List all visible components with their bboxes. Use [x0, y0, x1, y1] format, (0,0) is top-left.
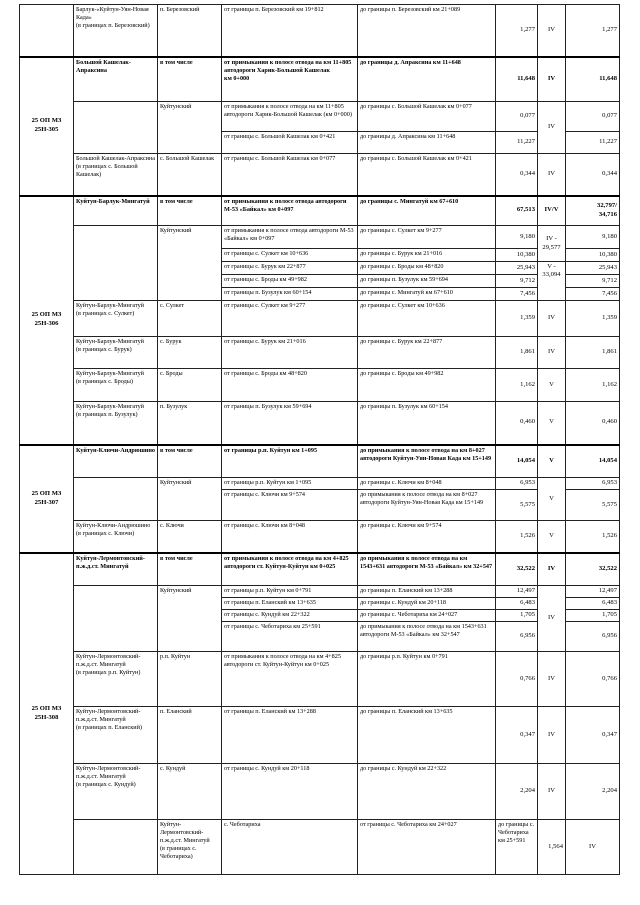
- road-name: Куйтун-Барлук-Мингатуй (в границах п. Бузулук): [74, 402, 158, 445]
- district: в том числе: [158, 196, 222, 226]
- road-name: Барлук-«Куйтун-Уян-Новая Када» (в границах п. Березовский): [74, 5, 158, 57]
- length: 0,460: [496, 402, 538, 445]
- road-category: IV: [538, 652, 566, 707]
- table-row: [20, 337, 620, 369]
- segment-to: до границы с. Сулкет км 9+277: [358, 226, 496, 249]
- length: 1,359: [496, 301, 538, 337]
- road-register-table: [19, 4, 620, 875]
- table-row: [20, 586, 620, 598]
- length: 0,766: [496, 652, 538, 707]
- road-name: Куйтун-Барлук-Мингатуй (в границах с. Бурук): [74, 337, 158, 369]
- total-length: 1,359: [566, 301, 620, 337]
- segment-to: до границы с. Чеботариха км 25+591: [496, 820, 538, 875]
- district: с. Большой Кашелак: [158, 154, 222, 196]
- length: 67,513: [496, 196, 538, 226]
- segment-from: от границы с. Сулкет км 9+277: [222, 301, 358, 337]
- segment-from: от границы с. Ключи км 8+048: [222, 521, 358, 553]
- segment-from: от границы с. Бурук км 21+016: [222, 337, 358, 369]
- district: с. Бурук: [158, 337, 222, 369]
- road-category: IV - 29,577: [538, 226, 566, 262]
- total-length: 14,054: [566, 445, 620, 478]
- segment-to: до границы с. Кундуй км 22+322: [358, 764, 496, 820]
- segment-to: до границы с. Ключи км 8+048: [358, 478, 496, 490]
- total-length: 0,077: [566, 102, 620, 132]
- total-length: 9,180: [566, 226, 620, 249]
- segment-to: до границы с. Сулкет км 10+636: [358, 301, 496, 337]
- table-row: [20, 764, 620, 820]
- table-row: [20, 445, 620, 478]
- length: 6,956: [496, 622, 538, 652]
- road-register-sheet: [19, 4, 619, 875]
- road-name: Куйтун-Ключи-Андрюшино (в границах с. Ключи): [74, 521, 158, 553]
- road-category: V: [538, 445, 566, 478]
- road-name: Куйтун-Барлук-Мингатуй (в границах с. Броды): [74, 369, 158, 402]
- road-category: IV: [538, 301, 566, 337]
- length: 6,483: [496, 598, 538, 610]
- length: 1,705: [496, 610, 538, 622]
- road-name: Куйтун-Барлук-Мингатуй (в границах с. Сулкет): [74, 301, 158, 337]
- total-length: 0,766: [566, 652, 620, 707]
- total-length: 11,227: [566, 132, 620, 154]
- segment-from: от примыкания к полосе отвода на км 11+805 автодороги Харик-Большой Кашелак (км 0+000): [222, 102, 358, 132]
- district: в том числе: [158, 445, 222, 478]
- segment-to: до границы п. Еланский км 13+288: [358, 586, 496, 598]
- district: р.п. Куйтун: [158, 652, 222, 707]
- table-row: [20, 57, 620, 102]
- table-row: [20, 369, 620, 402]
- segment-from: от примыкания к полосе отвода на км 4+825 автодороги ст. Куйтун-Куйтун км 0+025: [222, 553, 358, 586]
- length: 7,456: [496, 288, 538, 301]
- segment-to: до примыкания к полосе отвода на км 8+027 автодороги Куйтун-Уян-Новая Када км 15+149: [358, 490, 496, 521]
- road-name: Куйтун-Лермонтовский-п.ж.д.ст. Мингатуй (в границах р.п. Куйтун): [74, 652, 158, 707]
- segment-from: от границы с. Ключи км 9+574: [222, 490, 358, 521]
- road-category: IV/V: [538, 196, 566, 226]
- total-length: 1,705: [566, 610, 620, 622]
- length: 0,347: [496, 707, 538, 764]
- segment-to: до границы с. Большой Кашелак км 0+077: [358, 102, 496, 132]
- length: 0,077: [496, 102, 538, 132]
- district: с. Сулкет: [158, 301, 222, 337]
- total-length: 1,861: [566, 337, 620, 369]
- length: 6,953: [496, 478, 538, 490]
- length: 9,712: [496, 275, 538, 288]
- segment-from: от границы п. Еланский км 13+635: [222, 598, 358, 610]
- segment-from: от границы п. Бузулук км 60+154: [222, 288, 358, 301]
- segment-to: до границы с. Большой Кашелак км 0+421: [358, 154, 496, 196]
- segment-from: от границы с. Сулкет км 10+636: [222, 249, 358, 262]
- road-name: Куйтун-Барлук-Мингатуй: [74, 196, 158, 226]
- length: 1,162: [496, 369, 538, 402]
- segment-to: до границы с. Бурук км 21+016: [358, 249, 496, 262]
- district: п. Березовский: [158, 5, 222, 57]
- length: 5,575: [496, 490, 538, 521]
- segment-from: от границы с. Чеботариха км 25+591: [222, 622, 358, 652]
- segment-to: до примыкания к полосе отвода на км 1543+631 автодороги М-53 «Байкал» км 32+547: [358, 553, 496, 586]
- road-category: IV: [566, 820, 620, 875]
- length: 25,943: [496, 262, 538, 275]
- segment-from: от границы п. Еланский км 13+288: [222, 707, 358, 764]
- table-row: [20, 402, 620, 445]
- road-category: V: [538, 478, 566, 521]
- road-category: IV: [538, 553, 566, 586]
- segment-from: от границы с. Броды км 48+820: [222, 369, 358, 402]
- road-code: 25 ОП МЗ 25Н-307: [20, 445, 74, 553]
- table-row: [20, 652, 620, 707]
- total-length: 32,797/ 34,716: [566, 196, 620, 226]
- length: 1,564: [538, 820, 566, 875]
- segment-from: от примыкания к полосе отвода на км 11+805 автодороги Харик-Большой Кашелак км 0+000: [222, 57, 358, 102]
- segment-from: от границы р.п. Куйтун км 1+095: [222, 478, 358, 490]
- segment-to: до границы с. Чеботариха км 24+027: [358, 610, 496, 622]
- table-row: [20, 820, 620, 875]
- total-length: 25,943: [566, 262, 620, 275]
- table-row: [20, 301, 620, 337]
- total-length: 6,953: [566, 478, 620, 490]
- total-length: 1,526: [566, 521, 620, 553]
- table-row: [20, 553, 620, 586]
- total-length: 0,344: [566, 154, 620, 196]
- total-length: 1,162: [566, 369, 620, 402]
- segment-to: до границы с. Броды км 49+982: [358, 369, 496, 402]
- district: с. Ключи: [158, 521, 222, 553]
- district: п. Бузулук: [158, 402, 222, 445]
- segment-to: до границы с. Ключи км 9+574: [358, 521, 496, 553]
- segment-from: от границы с. Бурук км 22+877: [222, 262, 358, 275]
- road-name: Большой Кашелак-Апраксина (в границах с. Большой Кашелак): [74, 154, 158, 196]
- road-category: IV: [538, 707, 566, 764]
- district: с. Чеботариха: [222, 820, 358, 875]
- road-category: IV: [538, 586, 566, 652]
- road-name: Большой Кашелак-Апраксина: [74, 57, 158, 102]
- road-category: IV: [538, 57, 566, 102]
- length: 9,180: [496, 226, 538, 249]
- table-row: [20, 102, 620, 132]
- segment-from: от примыкания к полосе отвода на км 4+825 автодороги ст. Куйтун-Куйтун км 0+025: [222, 652, 358, 707]
- segment-to: до границы с. Бурук км 22+877: [358, 337, 496, 369]
- road-category: IV: [538, 154, 566, 196]
- length: 1,861: [496, 337, 538, 369]
- segment-to: до границы п. Еланский км 13+635: [358, 707, 496, 764]
- segment-to: до границы с. Мингатуй км 67+610: [358, 196, 496, 226]
- road-name: Куйтун-Ключи-Андрюшино: [74, 445, 158, 478]
- length: 0,344: [496, 154, 538, 196]
- total-length: 10,380: [566, 249, 620, 262]
- road-category: IV: [538, 102, 566, 154]
- district: Куйтунский: [158, 586, 222, 652]
- segment-to: до примыкания к полосе отвода на км 8+027 автодороги Куйтун-Уян-Новая Када км 15+149: [358, 445, 496, 478]
- district: с. Кундуй: [158, 764, 222, 820]
- length: 1,526: [496, 521, 538, 553]
- table-row: [20, 521, 620, 553]
- length: 10,380: [496, 249, 538, 262]
- total-length: 12,497: [566, 586, 620, 598]
- segment-from: от границы р.п. Куйтун км 1+095: [222, 445, 358, 478]
- segment-to: до примыкания к полосе отвода на км 1543+631 автодороги М-53 «Байкал» км 32+547: [358, 622, 496, 652]
- segment-to: до границы д. Апраксина км 11+648: [358, 132, 496, 154]
- segment-from: от границы с. Кундуй км 22+322: [222, 610, 358, 622]
- district: Куйтунский: [158, 478, 222, 521]
- district: Куйтунский: [158, 226, 222, 301]
- table-row: [20, 478, 620, 490]
- length: 12,497: [496, 586, 538, 598]
- segment-to: до границы р.п. Куйтун км 0+791: [358, 652, 496, 707]
- road-category: V: [538, 402, 566, 445]
- total-length: 32,522: [566, 553, 620, 586]
- district: Куйтунский: [158, 102, 222, 154]
- segment-from: от границы с. Большой Кашелак км 0+421: [222, 132, 358, 154]
- total-length: 9,712: [566, 275, 620, 288]
- table-row: [20, 154, 620, 196]
- length: 1,277: [496, 5, 538, 57]
- segment-to: до границы д. Апраксина км 11+648: [358, 57, 496, 102]
- segment-from: от границы с. Броды км 49+982: [222, 275, 358, 288]
- district: в том числе: [158, 553, 222, 586]
- road-code: 25 ОП МЗ 25Н-308: [20, 553, 74, 875]
- length: 11,227: [496, 132, 538, 154]
- road-name: Куйтун-Лермонтовский-п.ж.д.ст. Мингатуй (в границах с. Кундуй): [74, 764, 158, 820]
- table-row: [20, 5, 620, 57]
- table-row: [20, 707, 620, 764]
- segment-from: от границы с. Большой Кашелак км 0+077: [222, 154, 358, 196]
- segment-to: до границы п. Бузулук км 59+694: [358, 275, 496, 288]
- segment-from: от границы р.п. Куйтун км 0+791: [222, 586, 358, 598]
- road-category: V: [538, 521, 566, 553]
- district: в том числе: [158, 57, 222, 102]
- segment-from: от примыкания к полосе отвода автодороги М-53 «Байкал» км 0+097: [222, 196, 358, 226]
- segment-to: до границы с. Кундуй км 20+118: [358, 598, 496, 610]
- length: 11,648: [496, 57, 538, 102]
- total-length: 6,956: [566, 622, 620, 652]
- segment-from: от границы с. Чеботариха км 24+027: [358, 820, 496, 875]
- segment-from: от границы п. Березовский км 19+812: [222, 5, 358, 57]
- segment-to: до границы п. Березовский км 21+089: [358, 5, 496, 57]
- road-category: IV: [538, 5, 566, 57]
- district: п. Еланский: [158, 707, 222, 764]
- total-length: 1,277: [566, 5, 620, 57]
- length: 32,522: [496, 553, 538, 586]
- segment-to: до границы с. Броды км 48+820: [358, 262, 496, 275]
- road-category: V: [538, 369, 566, 402]
- district: с. Броды: [158, 369, 222, 402]
- segment-to: до границы с. Мингатуй км 67+610: [358, 288, 496, 301]
- length: 14,054: [496, 445, 538, 478]
- total-length: 0,460: [566, 402, 620, 445]
- total-length: 0,347: [566, 707, 620, 764]
- total-length: 11,648: [566, 57, 620, 102]
- road-category: IV: [538, 337, 566, 369]
- road-name: Куйтун-Лермонтовский-п.ж.д.ст. Мингатуй (в границах с. Чеботариха): [158, 820, 222, 875]
- road-code: 25 ОП МЗ 25Н-305: [20, 57, 74, 196]
- total-length: 2,204: [566, 764, 620, 820]
- segment-from: от границы с. Кундуй км 20+118: [222, 764, 358, 820]
- road-category: V - 33,094: [538, 262, 566, 301]
- table-row: [20, 226, 620, 249]
- road-name: Куйтун-Лермонтовский-п.ж.д.ст. Мингатуй: [74, 553, 158, 586]
- length: 2,204: [496, 764, 538, 820]
- segment-to: до границы п. Бузулук км 60+154: [358, 402, 496, 445]
- road-category: IV: [538, 764, 566, 820]
- segment-from: от границы п. Бузулук км 59+694: [222, 402, 358, 445]
- total-length: 7,456: [566, 288, 620, 301]
- segment-from: от примыкания к полосе отвода автодороги М-53 «Байкал» км 0+097: [222, 226, 358, 249]
- total-length: 6,483: [566, 598, 620, 610]
- total-length: 5,575: [566, 490, 620, 521]
- table-row: [20, 196, 620, 226]
- road-name: Куйтун-Лермонтовский-п.ж.д.ст. Мингатуй (в границах п. Еланский): [74, 707, 158, 764]
- road-code: 25 ОП МЗ 25Н-306: [20, 196, 74, 445]
